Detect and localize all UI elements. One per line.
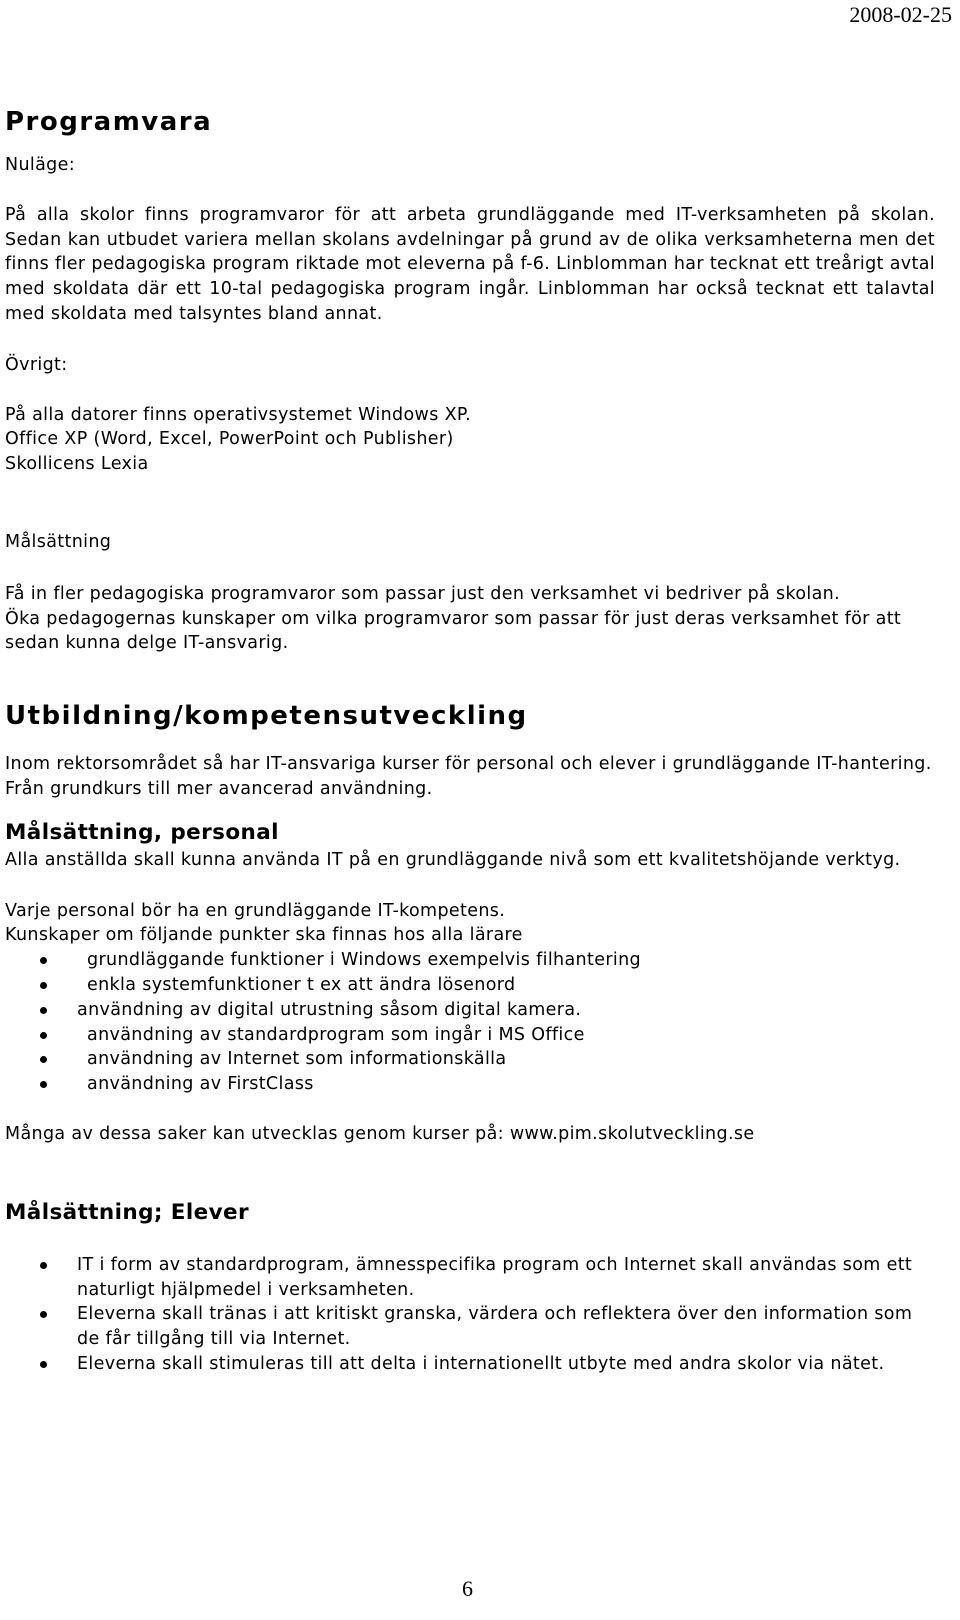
utbildning-intro: Inom rektorsområdet så har IT-ansvariga kurser för personal och elever i grundläggande IT-hantering. Från grundkurs till mer avancerad användning. [5,754,932,799]
document-body [5,104,935,1377]
ovrigt-line: Skollicens Lexia [5,454,149,475]
list-item: enkla systemfunktioner t ex att ändra lösenord [5,973,935,998]
list-item: Eleverna skall tränas i att kritiskt granska, värdera och reflektera över den information som de får tillgång till via Internet. [5,1302,935,1352]
malsattning-label: Målsättning [5,531,112,552]
ovrigt-line: På alla datorer finns operativsystemet Windows XP. [5,404,472,425]
elever-goals-list [5,1253,935,1377]
ovrigt-label: Övrigt: [5,354,68,375]
malsattning-line: Öka pedagogernas kunskaper om vilka programvaror som passar för just deras verksamhet för att sedan kunna delge IT-ansvarig. [5,608,902,654]
personal-competence-line: Varje personal bör ha en grundläggande IT-kompetens. [5,900,506,921]
nulage-label: Nuläge: [5,155,75,175]
malsattning-line: Få in fler pedagogiska programvaror som passar just den verksamhet vi bedriver på skolan. [5,583,841,604]
section-title-programvara: Programvara [5,107,213,137]
section-title-utbildning: Utbildning/kompetensutveckling [5,701,528,732]
elever-heading: Målsättning; Elever [5,1199,250,1225]
courses-text: Många av dessa saker kan utvecklas genom kurser på: www.pim.skolutveckling.se [5,1123,755,1144]
personal-knowledge-line: Kunskaper om följande punkter ska finnas hos alla lärare [5,925,523,946]
list-item: Eleverna skall stimuleras till att delta i internationellt utbyte med andra skolor via nätet. [5,1352,935,1377]
ovrigt-line: Office XP (Word, Excel, PowerPoint och Publisher) [5,429,454,450]
list-item: användning av standardprogram som ingår i MS Office [5,1023,935,1048]
skills-list [5,948,935,1097]
list-item: användning av FirstClass [5,1072,935,1097]
personal-text: Alla anställda skall kunna använda IT på en grundläggande nivå som ett kvalitetshöjande verktyg. [5,849,901,870]
list-item: IT i form av standardprogram, ämnesspecifika program och Internet skall användas som ett naturligt hjälpmedel i verksamheten. [5,1253,935,1303]
page-date: 2008-02-25 [849,2,952,27]
list-item: användning av Internet som informationskälla [5,1047,935,1072]
nulage-paragraph: På alla skolor finns programvaror för att arbeta grundläggande med IT-verksamheten på skolan. Sedan kan utbudet variera mellan skolans avdelningar på grund av de olika verksamheterna men det finns fler pedagogiska program riktade mot eleverna på f-6. Linblomman har tecknat ett treårigt avtal med skoldata där ett 10-tal pedagogiska program ingår. Linblomman har också tecknat ett talavtal med skoldata med talsyntes bland annat. [5,204,935,324]
list-item: användning av digital utrustning såsom digital kamera. [5,998,935,1023]
list-item: grundläggande funktioner i Windows exempelvis filhantering [5,948,935,973]
page-number: 6 [462,1576,473,1601]
personal-heading: Målsättning, personal [5,819,279,845]
